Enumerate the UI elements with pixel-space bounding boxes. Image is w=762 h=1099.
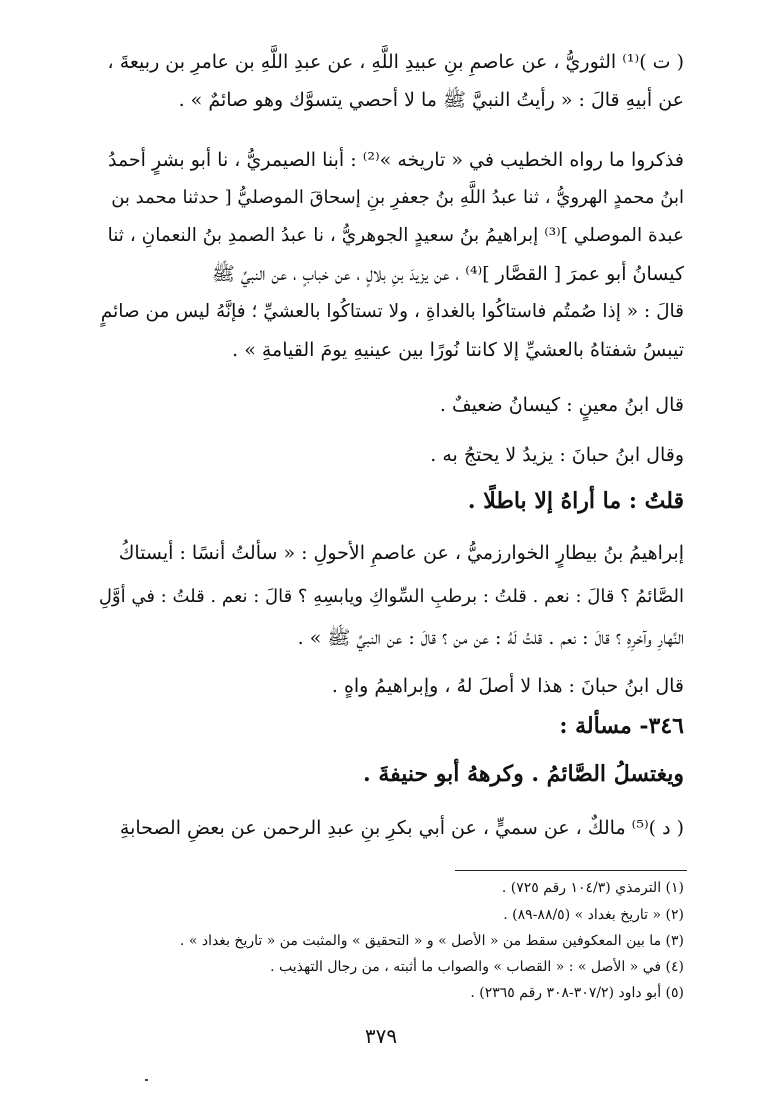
- text-line: النَّهارِ وآخرِهِ ؟ قالَ : نعم . قلتُ لَهُ : عن من ؟ قالَ : عن النبيِّ ﷺ » .: [297, 627, 684, 649]
- text-line: فذكروا ما رواه الخطيب في « تاريخه »⁽²⁾ : أبنا الصيمريُّ ، نا أبو بشرٍ أحمدُ: [107, 149, 684, 171]
- text-line: عن أبيهِ قالَ : « رأيتُ النبيَّ ﷺ ما لا أحصي يتسوَّك وهو صائمٌ » .: [178, 89, 684, 111]
- footnote: (٣) ما بين المعكوفين سقط من « الأصل » و « التحقيق » والمثبت من « تاريخ بغداد » .: [179, 933, 684, 949]
- section-subheading: ويغتسلُ الصَّائمُ . وكرههُ أبو حنيفةَ .: [363, 761, 684, 787]
- text-line: الصَّائمُ ؟ قالَ : نعم . قلتُ : برطبِ السِّواكِ ويابسِهِ ؟ قالَ : نعم . قلتُ : في أوَّلِ: [98, 586, 684, 607]
- scan-speck: [145, 1079, 148, 1081]
- section-heading: ٣٤٦- مسألة :: [559, 713, 684, 739]
- footnote: (١) الترمذي (١٠٤/٣ رقم ٧٢٥) .: [501, 880, 684, 896]
- page-number: ٣٧٩: [364, 1024, 398, 1048]
- text-line: قال ابنُ حبانَ : هذا لا أصلَ لهُ ، وإبراهيمُ واهٍ .: [331, 675, 684, 697]
- text-line: قالَ : « إذا صُمتُم فاستاكُوا بالغداةِ ، ولا تستاكُوا بالعشيِّ ؛ فإنَّهُ ليس من صائمٍ: [100, 301, 684, 322]
- text-line: تيبسُ شفتاهُ بالعشيِّ إلا كانتا نُورًا بين عينيهِ يومَ القيامةِ » .: [232, 339, 684, 361]
- footnote-divider: [455, 870, 687, 871]
- comment-heading: قلتُ : ما أراهُ إلا باطلًا .: [467, 488, 684, 514]
- text-line: عبدة الموصلي ]⁽³⁾ إبراهيمُ بنُ سعيدٍ الجوهريُّ ، نا عبدُ الصمدِ بنُ النعمانِ ، ثنا: [107, 225, 684, 246]
- footnote: (٤) في « الأصل » : « القصاب » والصواب ما أثبته ، من رجال التهذيب .: [270, 959, 684, 975]
- text-line: ( د )⁽⁵⁾ مالكٌ ، عن سميٍّ ، عن أبي بكرِ بنِ عبدِ الرحمن عن بعضِ الصحابةِ: [119, 817, 684, 839]
- text-line: قال ابنُ معينٍ : كيسانُ ضعيفٌ .: [439, 394, 684, 416]
- text-line: ( ت )⁽¹⁾ الثوريُّ ، عن عاصمِ بنِ عبيدِ اللَّهِ ، عن عبدِ اللَّهِ بن عامرِ بن ربيعةَ ،: [107, 51, 684, 73]
- footnote: (٥) أبو داود (٣٠٧/٢-٣٠٨ رقم ٢٣٦٥) .: [470, 985, 684, 1001]
- text-line: كيسانُ أبو عمرَ [ القصَّار ]⁽⁴⁾ ، عن يزيدَ بنِ بلالٍ ، عن خبابٍ ، عن النبيِّ ﷺ: [211, 263, 684, 285]
- text-line: إبراهيمُ بنُ بيطارٍ الخوارزميُّ ، عن عاصمِ الأحولِ : « سألتُ أنسًا : أيستاكُ: [118, 542, 684, 564]
- text-line: وقال ابنُ حبانَ : يزيدُ لا يحتجُ به .: [430, 444, 684, 466]
- text-line: ابنُ محمدٍ الهرويُّ ، ثنا عبدُ اللَّهِ بنُ جعفرِ بنِ إسحاقَ الموصليُّ [ حدثنا محمد بن: [111, 187, 684, 208]
- footnote: (٢) « تاريخ بغداد » (٨٨/٥-٨٩) .: [503, 907, 684, 923]
